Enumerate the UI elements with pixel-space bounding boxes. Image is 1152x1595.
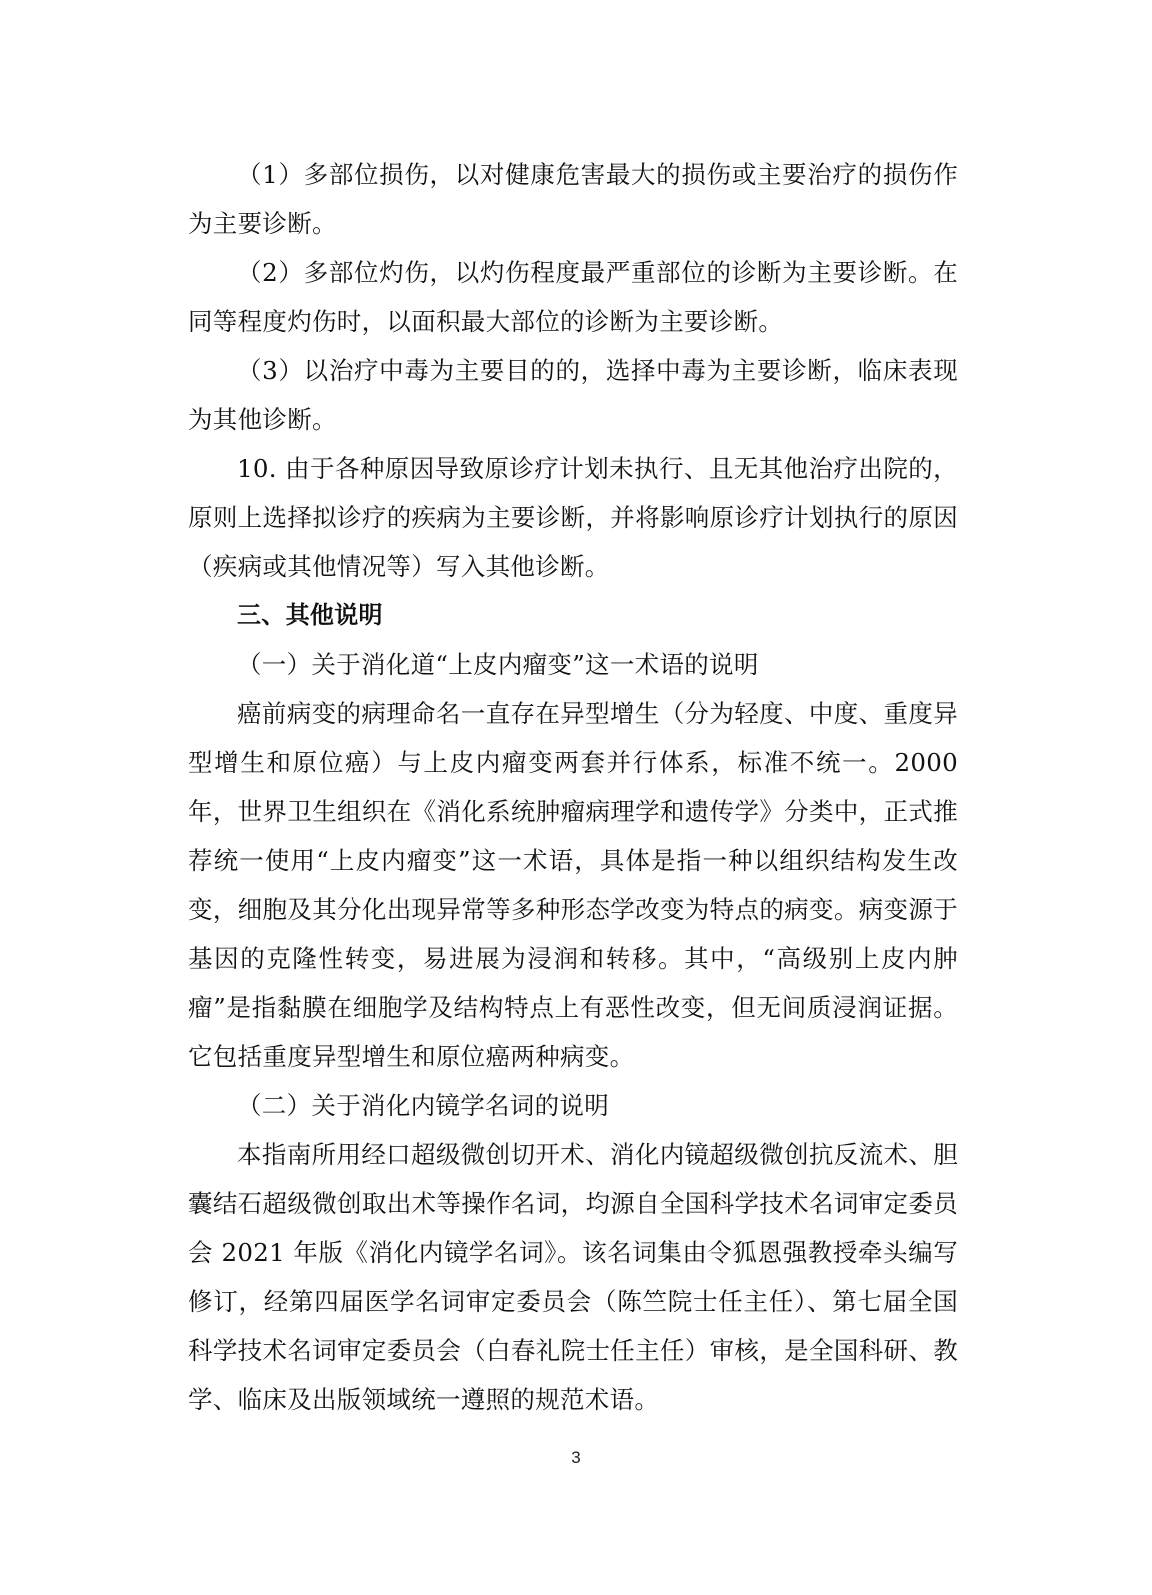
paragraph-item-10: 10. 由于各种原因导致原诊疗计划未执行、且无其他治疗出院的，原则上选择拟诊疗的疾病为主要诊断，并将影响原诊疗计划执行的原因（疾病或其他情况等）写入其他诊断。 (188, 454, 958, 581)
paragraph-multi-site-injury: （1）多部位损伤，以对健康危害最大的损伤或主要治疗的损伤作为主要诊断。 (188, 160, 958, 238)
paragraph-intraepithelial-neoplasia: 癌前病变的病理命名一直存在异型增生（分为轻度、中度、重度异型增生和原位癌）与上皮内瘤变两套并行体系，标准不统一。2000 年，世界卫生组织在《消化系统肿瘤病理学和遗传学》分类中，正式推荐统一使用“上皮内瘤变”这一术语，具体是指一种以组织结构发生改变，细胞及其分化出现异常等多种形态学改变为特点的病变。病变源于基因的克隆性转变，易进展为浸润和转移。其中，“高级别上皮内肿瘤”是指黏膜在细胞学及结构特点上有恶性改变，但无间质浸润证据。它包括重度异型增生和原位癌两种病变。 (188, 699, 958, 1071)
paragraph-endoscopy-terms: 本指南所用经口超级微创切开术、消化内镜超级微创抗反流术、胆囊结石超级微创取出术等操作名词，均源自全国科学技术名词审定委员会 2021 年版《消化内镜学名词》。该名词集由令狐恩强教授牵头编写修订，经第四届医学名词审定委员会（陈竺院士任主任）、第七届全国科学技术名词审定委员会（白春礼院士任主任）审核，是全国科研、教学、临床及出版领域统一遵照的规范术语。 (188, 1140, 958, 1414)
subheading-endoscopy-terms: （二）关于消化内镜学名词的说明 (237, 1091, 609, 1120)
paragraph-multi-site-burn: （2）多部位灼伤，以灼伤程度最严重部位的诊断为主要诊断。在同等程度灼伤时，以面积最大部位的诊断为主要诊断。 (188, 258, 958, 336)
page-number: 3 (571, 1448, 581, 1467)
subheading-intraepithelial-neoplasia: （一）关于消化道“上皮内瘤变”这一术语的说明 (237, 650, 759, 679)
document-body (188, 150, 958, 1424)
paragraph-poisoning: （3）以治疗中毒为主要目的的，选择中毒为主要诊断，临床表现为其他诊断。 (188, 356, 958, 434)
section-heading-other-notes: 三、其他说明 (237, 601, 383, 629)
